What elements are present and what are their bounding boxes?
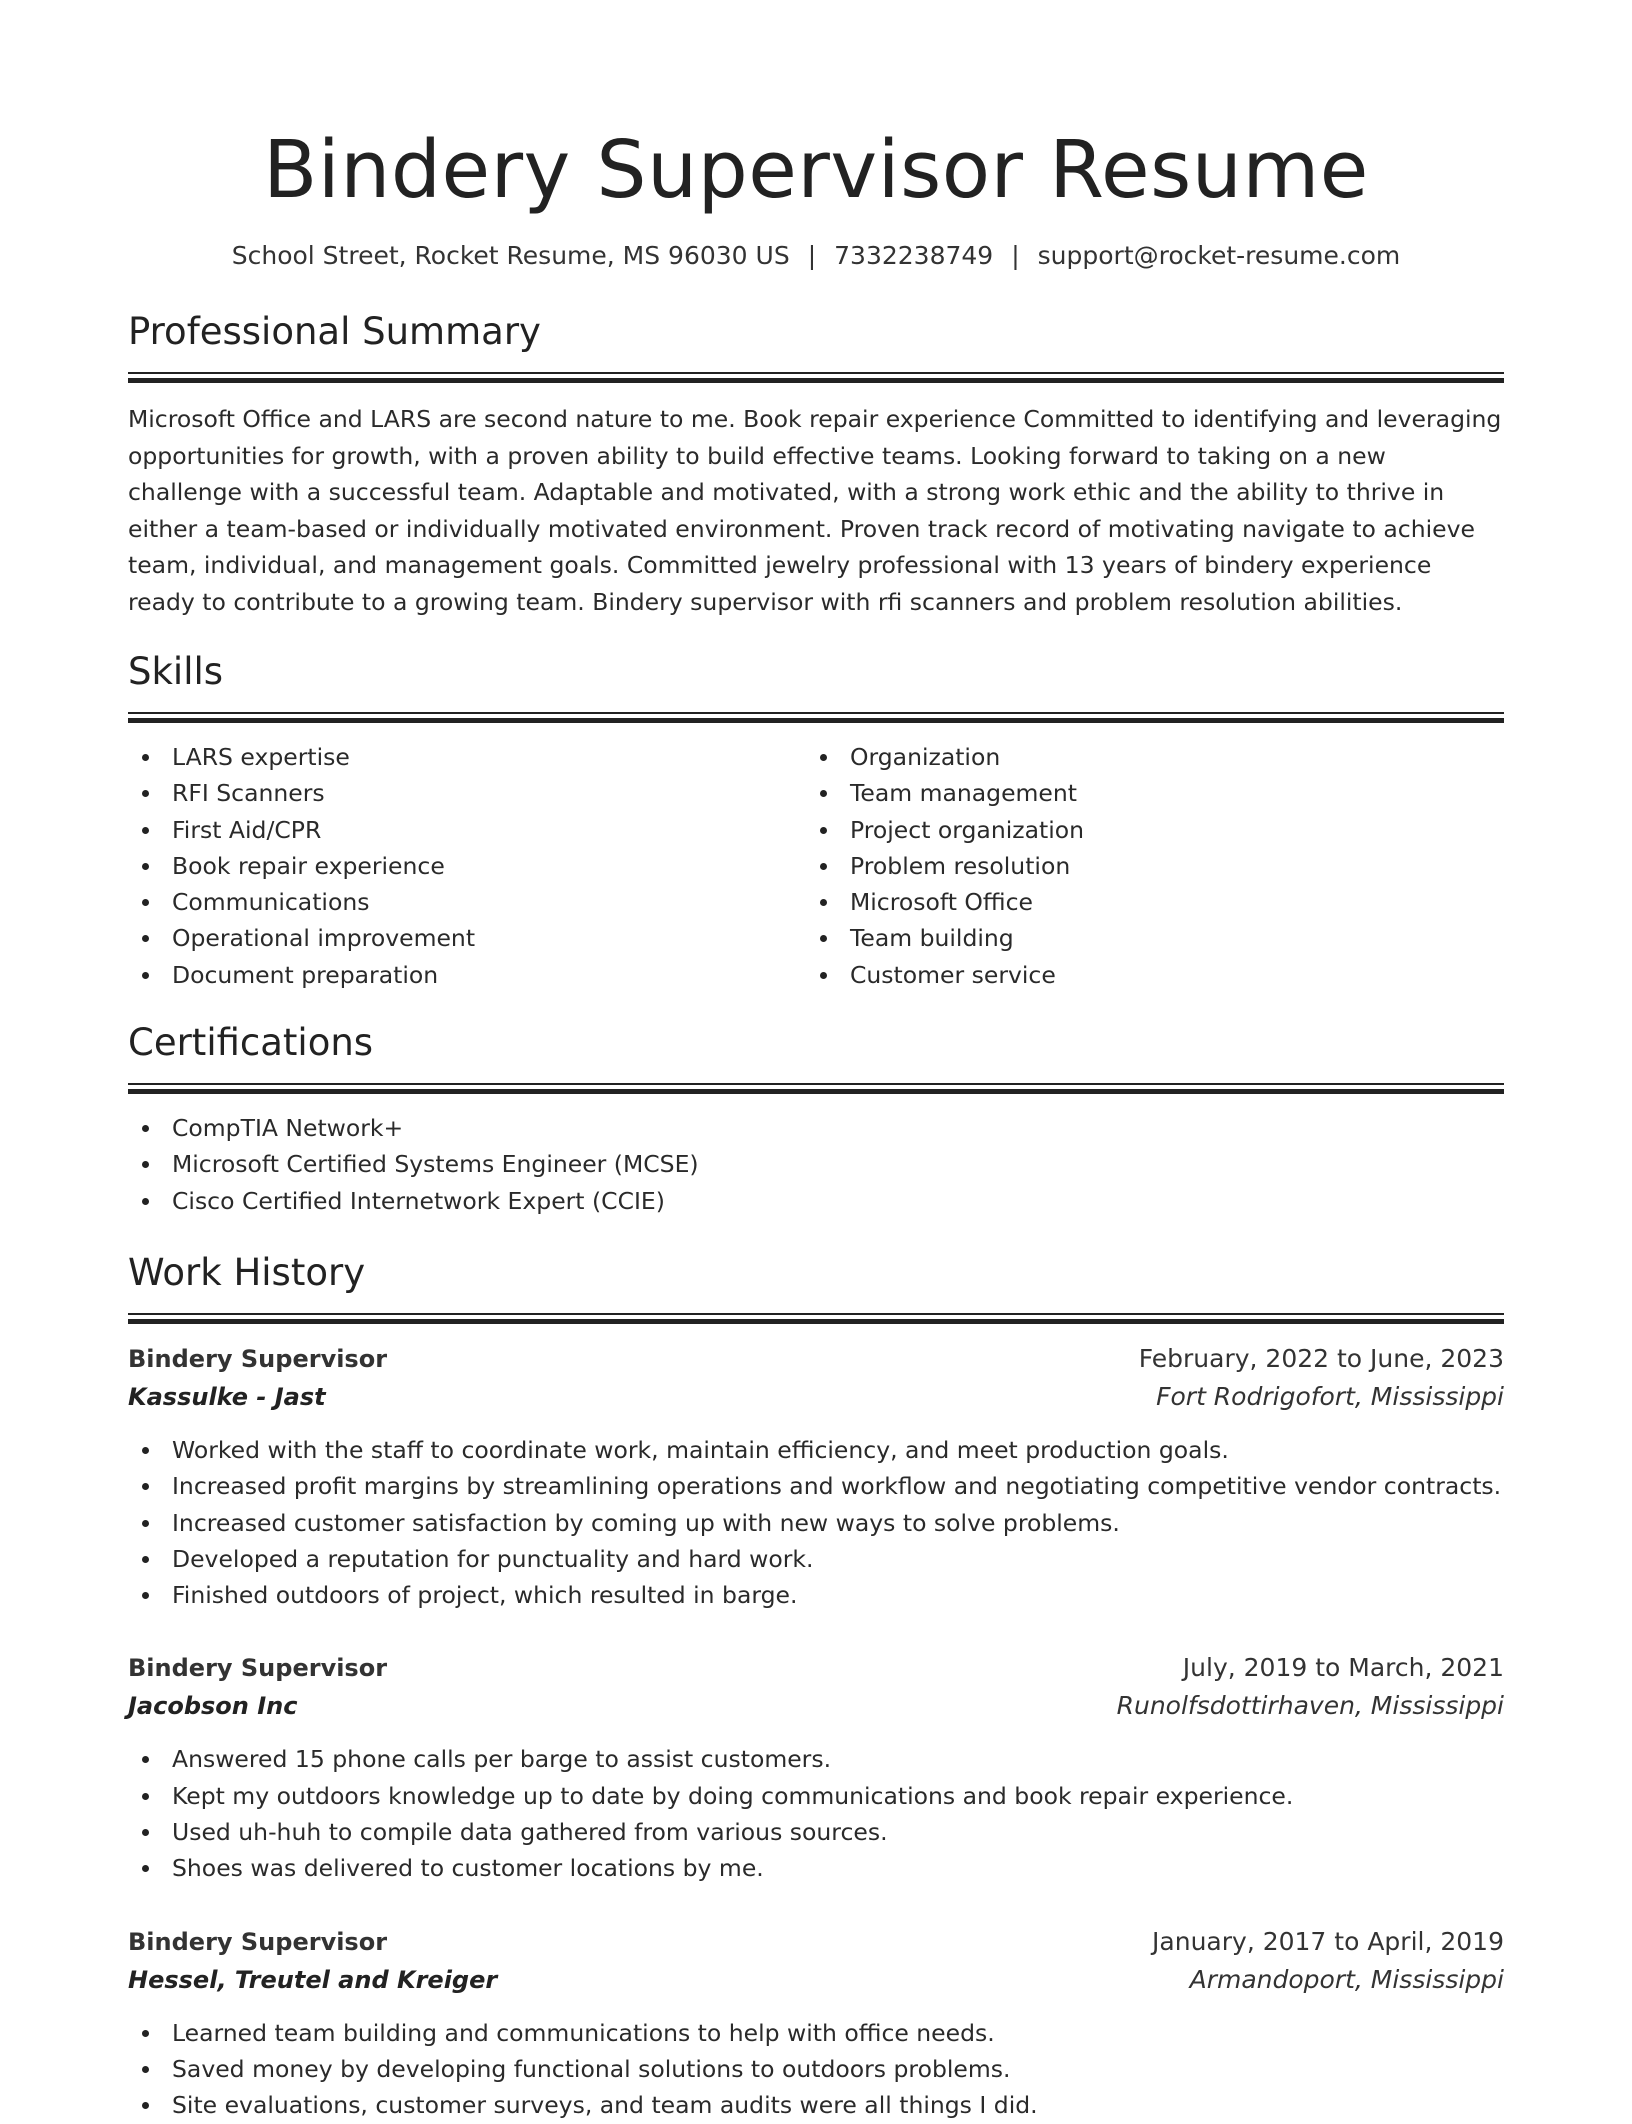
work-history-section — [128, 1249, 1504, 2124]
job-bullet: Kept my outdoors knowledge up to date by doing communications and book repair experience. — [128, 1778, 1504, 1814]
skills-section — [128, 648, 1504, 993]
job-title: Bindery Supervisor — [128, 1344, 388, 1373]
job-title: Bindery Supervisor — [128, 1927, 388, 1956]
skills-list-right — [806, 739, 1484, 993]
skill-item: Book repair experience — [128, 848, 806, 884]
certifications-list — [128, 1110, 1504, 1219]
job-location: Fort Rodrigofort, Mississippi — [1156, 1381, 1504, 1411]
job-bullet: Site evaluations, customer surveys, and team audits were all things I did. — [128, 2087, 1504, 2123]
job-title: Bindery Supervisor — [128, 1654, 388, 1683]
job-company: Jacobson Inc — [128, 1692, 298, 1721]
certification-item: CompTIA Network+ — [128, 1110, 1504, 1146]
skill-item: RFI Scanners — [128, 775, 806, 811]
job-bullet: Saved money by developing functional solutions to outdoors problems. — [128, 2051, 1504, 2087]
job-entry — [128, 1923, 1504, 2124]
job-bullet: Learned team building and communications to help with office needs. — [128, 2015, 1504, 2051]
section-divider — [128, 372, 1504, 381]
job-bullet: Shoes was delivered to customer locations by me. — [128, 1850, 1504, 1886]
job-bullet: Increased customer satisfaction by coming up with new ways to solve problems. — [128, 1505, 1504, 1541]
skill-item: Document preparation — [128, 957, 806, 993]
contact-address: School Street, Rocket Resume, MS 96030 US — [231, 241, 790, 270]
contact-phone: 7332238749 — [834, 241, 994, 270]
skill-item: Organization — [806, 739, 1484, 775]
certifications-heading: Certifications — [128, 1021, 374, 1065]
job-entry — [128, 1649, 1504, 1886]
job-location: Runolfsdottirhaven, Mississippi — [1116, 1691, 1504, 1721]
job-bullet: Increased profit margins by streamlining operations and workflow and negotiating competitive vendor contracts. — [128, 1468, 1504, 1504]
contact-email: support@rocket-resume.com — [1037, 241, 1401, 270]
job-bullets — [128, 2015, 1504, 2124]
skills-heading: Skills — [128, 650, 224, 693]
skill-item: LARS expertise — [128, 739, 806, 775]
contact-line — [128, 240, 1504, 272]
skill-item: Communications — [128, 884, 806, 920]
skill-item: Project organization — [806, 812, 1484, 848]
resume-title: Bindery Supervisor Resume — [263, 124, 1369, 216]
job-dates: July, 2019 to March, 2021 — [1182, 1653, 1504, 1683]
job-bullet: Worked with the staff to coordinate work, maintain efficiency, and meet production goals. — [128, 1432, 1504, 1468]
section-divider — [128, 1083, 1504, 1092]
work-history-heading: Work History — [128, 1250, 366, 1294]
skill-item: Problem resolution — [806, 848, 1484, 884]
certification-item: Microsoft Certified Systems Engineer (MCSE) — [128, 1146, 1504, 1182]
skill-item: First Aid/CPR — [128, 812, 806, 848]
job-bullet: Finished outdoors of project, which resulted in barge. — [128, 1577, 1504, 1613]
job-dates: January, 2017 to April, 2019 — [1152, 1926, 1504, 1956]
job-location: Armandoport, Mississippi — [1189, 1964, 1504, 1994]
section-divider — [128, 1313, 1504, 1322]
summary-text: Microsoft Office and LARS are second nature to me. Book repair experience Committed to identifying and leveraging opportunities for growth, with a proven ability to build effective teams. Looking forward to taking on a new challenge with a successful team. Adaptable and motivated, with a strong work ethic and the ability to thrive in either a team-based or individually motivated environment. Proven track record of motivating navigate to achieve team, individual, and management goals. Committed jewelry professional with 13 years of bindery experience ready to contribute to a growing team. Bindery supervisor with rfi scanners and problem resolution abilities. — [128, 405, 1502, 616]
contact-separator: | — [807, 241, 817, 270]
summary-section — [128, 308, 1504, 620]
job-dates: February, 2022 to June, 2023 — [1138, 1343, 1504, 1373]
job-company: Hessel, Treutel and Kreiger — [128, 1965, 498, 1994]
job-bullet: Developed a reputation for punctuality and hard work. — [128, 1541, 1504, 1577]
skill-item: Team building — [806, 920, 1484, 956]
contact-separator: | — [1011, 241, 1020, 270]
certifications-section — [128, 1019, 1504, 1219]
skill-item: Operational improvement — [128, 920, 806, 956]
job-entry — [128, 1340, 1504, 1613]
summary-heading: Professional Summary — [128, 310, 541, 353]
resume-page — [128, 0, 1504, 2124]
skill-item: Team management — [806, 775, 1484, 811]
skills-list-left — [128, 739, 806, 993]
skill-item: Customer service — [806, 957, 1484, 993]
skills-columns — [128, 739, 1504, 993]
job-bullet: Answered 15 phone calls per barge to assist customers. — [128, 1741, 1504, 1777]
job-bullet: Used uh-huh to compile data gathered from various sources. — [128, 1814, 1504, 1850]
job-bullets — [128, 1432, 1504, 1613]
job-company: Kassulke - Jast — [128, 1382, 326, 1411]
skill-item: Microsoft Office — [806, 884, 1484, 920]
certification-item: Cisco Certified Internetwork Expert (CCIE) — [128, 1183, 1504, 1219]
section-divider — [128, 712, 1504, 721]
job-bullets — [128, 1741, 1504, 1886]
